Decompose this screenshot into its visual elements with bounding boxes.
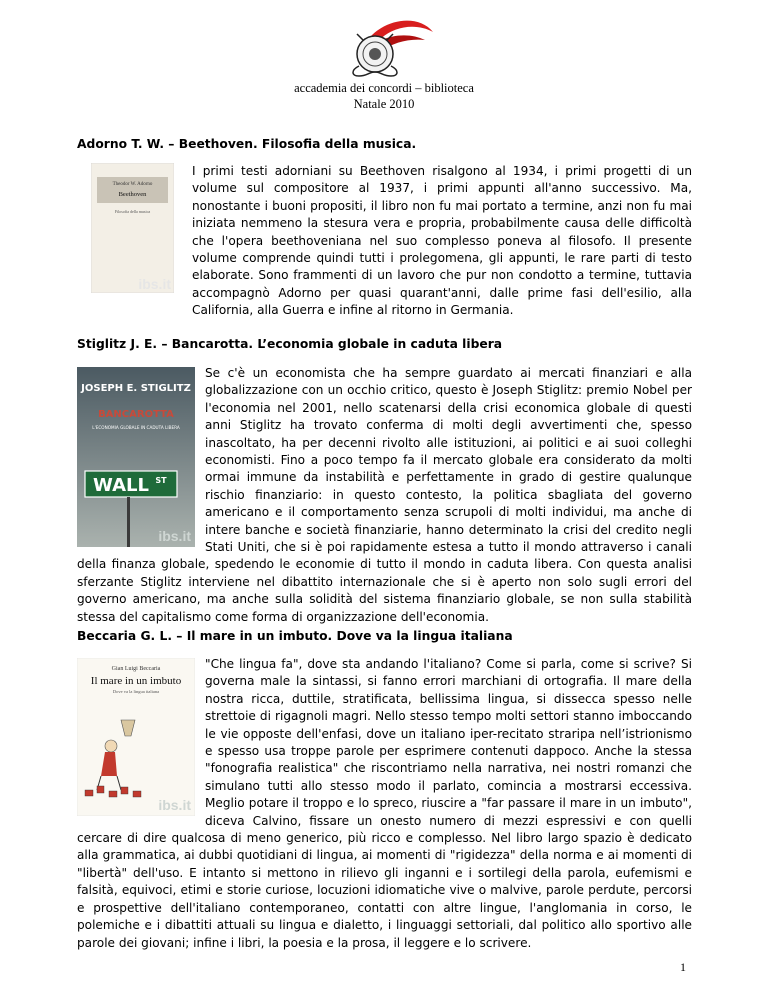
page-number: 1 xyxy=(680,960,686,974)
header-date: Natale 2010 xyxy=(353,97,415,111)
cover-title: BANCAROTTA xyxy=(98,409,174,420)
cover-author: Gian Luigi Beccaria xyxy=(111,666,161,672)
cover-subtitle: Dove va la lingua italiana xyxy=(112,689,160,694)
entry-title-stiglitz: Stiglitz J. E. – Bancarotta. L’economia globale in caduta libera xyxy=(77,337,503,351)
cover-watermark: ibs.it xyxy=(138,276,171,292)
book-cover-stiglitz xyxy=(77,367,195,547)
entry-beccaria-block xyxy=(77,656,692,952)
cover-street-sign-st: ST xyxy=(155,476,167,485)
header-institution: accademia dei concordi – biblioteca xyxy=(294,81,474,95)
cover-watermark: ibs.it xyxy=(158,528,191,544)
entry-stiglitz-block xyxy=(77,365,692,626)
entry-description-beccaria: "Che lingua fa", dove sta andando l'italiano? Come si parla, come si scrive? Si governa male la sintassi, si fanno errori marchiani di ortografia. Il mare della nostra ricca, duttile, stratificata, bellissima lingua, si dissecca spesso nelle strettoie di rigagnoli magri. Nello stesso tempo molti settori stanno imboccando le vie opposte dell'enfasi, dove un italiano iper-recitato straripa nell’istrionismo e spesso usa troppe parole per esprimere contenuti dappoco. Anche la stessa "fonografia realistica" che riscontriamo nella narrativa, nei nostri romanzi che simulano tutti allo stesso modo il parlato, comincia a mostrarsi eccessiva. Meglio potare il troppo e lo spreco, riuscire a "far passare il mare in un imbuto", diceva Calvino, fissare un onesto numero di mezzi espressivi e con quelli cercare di dire qualcosa di meno generico, più ricco e complesso. Nel libro largo spazio è dedicato alla grammatica, ai dubbi quotidiani di lingua, ai momenti di "rigidezza" della norma e ai momenti di "libertà" dell'uso. E intanto si mettono in rilievo gli inganni e i sortilegi della parola, eufemismi e falsità, equivoci, etimi e storie curiose, locuzioni idiomatiche vive o malvive, parole perdute, percorsi e prospettive dell'italiano contemporaneo, contatti con altre lingue, l'anglomania in corso, le polemiche e i dibattiti attuali su lingua e dialetto, i linguaggi settoriali, dal politico allo sportivo alle parole dei giovani; infine i libri, la poesia e la prosa, il leggere e lo scrivere. xyxy=(77,657,692,950)
cover-watermark: ibs.it xyxy=(158,797,191,813)
book-cover-beccaria xyxy=(77,658,195,816)
cover-title: Beethoven xyxy=(118,191,147,198)
book-cover-adorno xyxy=(91,163,174,293)
page-header xyxy=(0,14,768,112)
cover-author: JOSEPH E. STIGLITZ xyxy=(81,383,191,394)
cover-street-sign: WALL xyxy=(93,475,149,496)
entry-description-adorno: I primi testi adorniani su Beethoven risalgono al 1934, i primi progetti di un volume sul compositore al 1937, i primi appunti all'anno successivo. Ma, nonostante i buoni propositi, il libro non fu mai portato a termine, anzi non fu mai iniziata nemmeno la stesura vera e propria, probabilmente causa delle difficoltà che l'opera beethoveniana nel suo complesso poneva al filosofo. Il presente volume comprende quindi tutti i prolegomena, gli appunti, le rare parti di testo elaborate. Sono frammenti di un lavoro che pur non condotto a termine, tuttavia accompagnò Adorno per quasi quarant'anni, dalle prime fasi dell'esilio, alla California, alla Guerra e infine al ritorno in Germania. xyxy=(192,164,692,318)
cover-subtitle: Filosofia della musica xyxy=(114,209,151,214)
academy-emblem-logo xyxy=(329,14,439,80)
entry-description-stiglitz: Se c'è un economista che ha sempre guardato ai mercati finanziari e alla globalizzazione con un occhio critico, questo è Joseph Stiglitz: premio Nobel per l'economia nel 2001, nello scatenarsi della crisi economica globale di questi anni Stiglitz ha trovato conferma di molti degli avvertimenti che, spesso inascoltato, ha per decenni rivolto alle istituzioni, ai politici e ai suoi colleghi economisti. Fino a poco tempo fa il mercato globale era considerato da molti ormai immune da instabilità e perfettamente in grado di gestire qualunque rischio finanziario: in questo contesto, la politica sbagliata del governo americano e il comportamento senza scrupoli di molti individui, ma anche di intere banche e società finanziarie, hanno determinato la crisi del credito negli Stati Uniti, che si è poi rapidamente estesa a tutto il mondo attraverso i canali della finanza globale, spedendo le economie di tutto il mondo in caduta libera. Con questa analisi sferzante Stiglitz interviene nel dibattito internazionale che si è aperto non solo sugli errori del governo americano, ma anche sulla solidità del sistema finanziario globale, se non sulla stabilità stessa del capitalismo come forma di organizzazione dell'economia. xyxy=(77,366,692,624)
cover-author: Theodor W. Adorno xyxy=(112,182,153,187)
entry-title-adorno: Adorno T. W. – Beethoven. Filosofia della musica. xyxy=(77,137,417,151)
cover-subtitle: L'ECONOMIA GLOBALE IN CADUTA LIBERA xyxy=(92,425,180,430)
entry-title-beccaria: Beccaria G. L. – Il mare in un imbuto. Dove va la lingua italiana xyxy=(77,629,513,643)
cover-title: Il mare in un imbuto xyxy=(90,675,182,687)
